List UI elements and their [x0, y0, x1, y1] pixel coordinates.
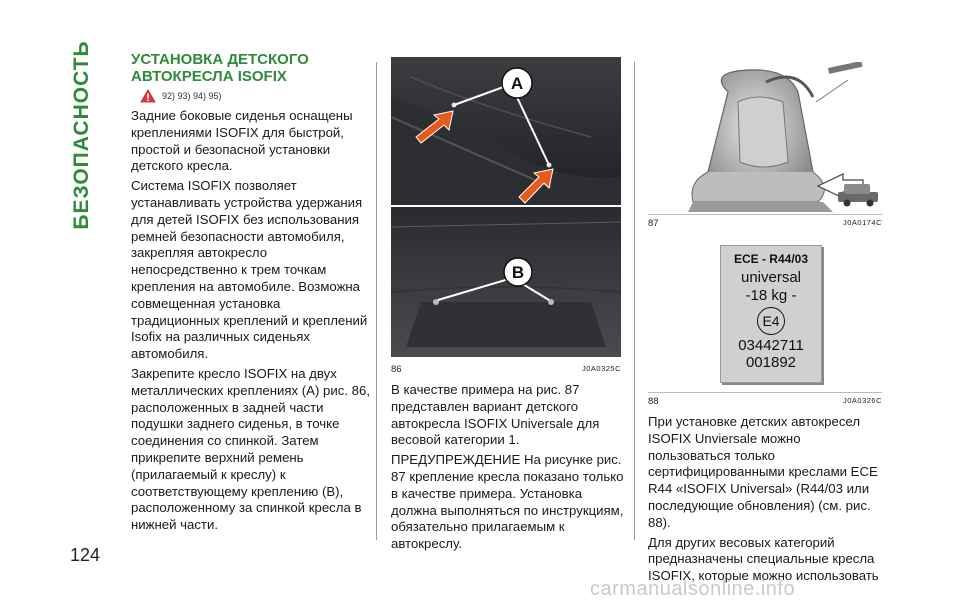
figure-number: 87 [648, 218, 659, 229]
figure-code: J0A0174C [842, 218, 882, 227]
warning-triangle-icon [140, 89, 156, 103]
paragraph: Задние боковые сиденья оснащены креплениями ISOFIX для быстрой, простой и безопасной установки детского кресла. [131, 108, 353, 174]
paragraph: Закрепите кресло ISOFIX на двух металлических креплениях (A) рис. 86, расположенных в задней части подушки заднего сиденья, в точке соединения со спинкой. Затем прикрепите верхний ремень (прилагаемый к креслу) к соответствующему креплению (B), расположенному за спинкой кресла в нижней части. [131, 365, 370, 533]
figure-88-ece-label [720, 245, 822, 383]
figure-87-illustration [648, 62, 882, 212]
watermark: carmanualsonline.info [590, 578, 796, 600]
label-line: ECE - R44/03 [733, 252, 809, 266]
column-divider [634, 62, 635, 540]
section-heading: УСТАНОВКА ДЕТСКОГО АВТОКРЕСЛА ISOFIX [131, 51, 309, 85]
label-a: A [510, 74, 524, 93]
paragraph: При установке детских автокресел ISOFIX Unviersale можно пользоваться только сертифицированными креслами ECE R44 «ISOFIX Universal» (R44/03 или последующие обновления) (см. рис. 88). [648, 414, 878, 530]
paragraph: ПРЕДУПРЕЖДЕНИЕ На рисунке рис. 87 крепление кресла показано только в качестве примера. Установка должна выполняться по инструкциям, обязательно прилагаемым к автокреслу. [391, 452, 624, 552]
figure-86-photo [391, 57, 621, 357]
page-number: 124 [70, 545, 101, 565]
col3-body [648, 414, 884, 588]
warning-references [140, 89, 222, 103]
label-line: 001892 [745, 354, 797, 371]
figure-rule [648, 214, 882, 215]
label-line: 03442711 [738, 337, 804, 354]
paragraph: В качестве примера на рис. 87 представлен вариант детского автокресла ISOFIX Universale для весовой категории 1. [391, 382, 600, 448]
figure-number: 86 [391, 364, 402, 375]
paragraph: Система ISOFIX позволяет устанавливать устройства удержания для детей ISOFIX без использования ремней безопасности автомобиля, закрепляя автокресло непосредственно к трем точкам крепления на автомобиле. Возможна совмещенная установка традиционных креплений и креплений Isofix на различных сиденьях автомобиля. [131, 178, 368, 362]
column-divider [376, 62, 377, 540]
figure-code: J0A0325C [581, 364, 621, 373]
label-line: -18 kg - [745, 287, 797, 304]
figure-86-caption [391, 364, 621, 375]
col1-body [131, 108, 371, 537]
figure-88-caption [648, 396, 882, 407]
label-b: B [511, 263, 525, 282]
paragraph: Для других весовых категорий предназначены специальные кресла ISOFIX, которые можно использовать [648, 534, 879, 584]
figure-code: J0A0326C [842, 396, 882, 405]
e-mark-circle: E4 [757, 307, 785, 335]
col2-body [391, 382, 625, 556]
warning-refs-text: 92) 93) 94) 95) [162, 91, 222, 101]
figure-rule [648, 392, 882, 393]
label-line: universal [740, 269, 802, 286]
section-title: БЕЗОПАСНОСТЬ [70, 40, 93, 230]
figure-number: 88 [648, 396, 659, 407]
figure-87-caption [648, 218, 882, 229]
